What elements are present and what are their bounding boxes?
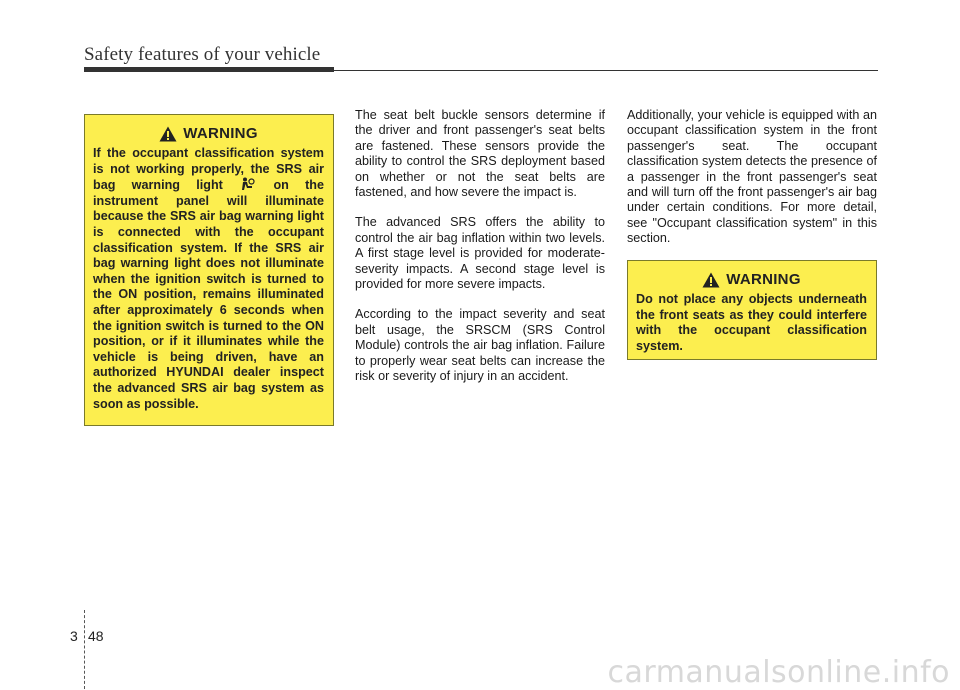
warning-box-occupant-classification (84, 114, 334, 426)
warning-text: Do not place any objects underneath the front seats as they could interfere with the occupant classification system. (636, 292, 867, 353)
warning-title: WARNING (183, 125, 258, 142)
header-rule-thin (84, 70, 878, 71)
page-number: 48 (88, 628, 104, 644)
warning-heading (93, 125, 324, 142)
warning-triangle-icon (702, 272, 720, 288)
page-header-title: Safety features of your vehicle (84, 44, 321, 65)
paragraph-advanced-srs: The advanced SRS offers the ability to control the air bag inflation within two levels. A first stage level is provided for moderate-severity impacts. A second stage level is provided for more severe impacts. (355, 215, 605, 292)
warning-text-part2: on the instrument panel will illuminate because the SRS air bag warning light is connected with the occupant classification system. If the SRS air bag warning light does not illuminate when the ignition switch is turned to the ON position, remains illuminated after approximately 6 seconds when the ignition switch is turned to the ON position, or if it illuminates while the vehicle is being driven, have an authorized HYUNDAI dealer inspect the advanced SRS air bag system as soon as possible. (93, 178, 325, 411)
paragraph-occupant-classification: Additionally, your vehicle is equipped with an occupant classification system in the front passenger's seat. The occupant classification system detects the presence of a passenger in the front passenger's seat and will turn off the front passenger's air bag under certain conditions. For more detail, see "Occupant classification system" in this section. (627, 108, 877, 246)
section-number: 3 (70, 628, 78, 644)
warning-text-part1: If the occupant classification system is not working properly, the SRS air bag warning light (93, 146, 324, 193)
footer-divider (84, 610, 86, 689)
airbag-warning-icon (241, 177, 255, 191)
warning-triangle-icon (159, 126, 177, 142)
warning-title: WARNING (726, 271, 801, 288)
right-column (627, 108, 877, 262)
warning-text (93, 146, 324, 412)
paragraph-srscm: According to the impact severity and seat belt usage, the SRSCM (SRS Control Module) controls the air bag inflation. Failure to properly wear seat belts can increase the risk or severity of injury in an accident. (355, 307, 605, 384)
middle-column (355, 108, 605, 400)
watermark-url: carmanualsonline.info (607, 655, 950, 690)
warning-heading (636, 271, 867, 288)
paragraph-seat-belt-sensors: The seat belt buckle sensors determine if the driver and front passenger's seat belts are fastened. These sensors provide the ability to control the SRS deployment based on whether or not the seat belts are fastened, and how severe the impact is. (355, 108, 605, 200)
warning-box-objects-under-seats (627, 260, 877, 360)
